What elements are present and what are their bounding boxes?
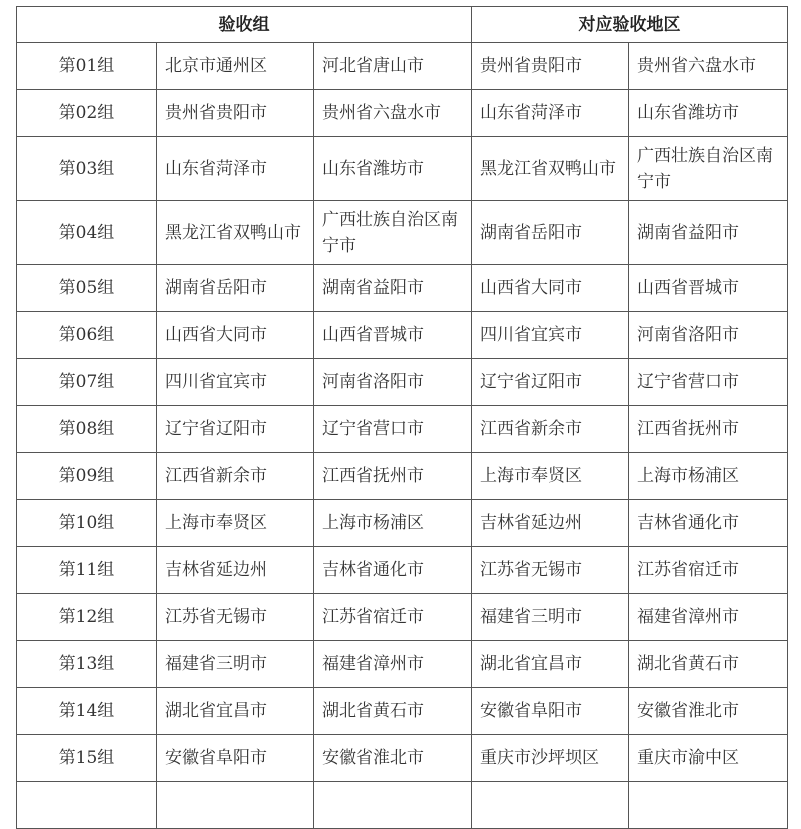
target-region-1: 福建省三明市 bbox=[472, 594, 629, 641]
target-region-1: 山西省大同市 bbox=[472, 265, 629, 312]
inspection-region-1: 湖北省宜昌市 bbox=[157, 688, 314, 735]
target-region-2: 安徽省淮北市 bbox=[629, 688, 788, 735]
table-row bbox=[17, 406, 788, 453]
inspection-region-1: 北京市通州区 bbox=[157, 43, 314, 90]
inspection-region-1: 山西省大同市 bbox=[157, 312, 314, 359]
inspection-region-2: 江西省抚州市 bbox=[314, 453, 472, 500]
target-region-2: 山东省潍坊市 bbox=[629, 90, 788, 137]
target-region-1: 湖北省宜昌市 bbox=[472, 641, 629, 688]
target-region-2: 贵州省六盘水市 bbox=[629, 43, 788, 90]
inspection-region-2: 上海市杨浦区 bbox=[314, 500, 472, 547]
inspection-region-1: 安徽省阜阳市 bbox=[157, 735, 314, 782]
group-number: 第04组 bbox=[17, 201, 157, 265]
target-region-2: 湖南省益阳市 bbox=[629, 201, 788, 265]
inspection-region-1: 山东省菏泽市 bbox=[157, 137, 314, 201]
group-number: 第06组 bbox=[17, 312, 157, 359]
table-body bbox=[17, 43, 788, 829]
inspection-region-2: 贵州省六盘水市 bbox=[314, 90, 472, 137]
inspection-region-2: 广西壮族自治区南宁市 bbox=[314, 201, 472, 265]
target-region-1: 上海市奉贤区 bbox=[472, 453, 629, 500]
target-region-1: 辽宁省辽阳市 bbox=[472, 359, 629, 406]
target-region-1: 安徽省阜阳市 bbox=[472, 688, 629, 735]
inspection-region-2: 河北省唐山市 bbox=[314, 43, 472, 90]
group-number: 第02组 bbox=[17, 90, 157, 137]
table-row bbox=[17, 500, 788, 547]
header-inspection-group: 验收组 bbox=[17, 7, 472, 43]
group-number: 第09组 bbox=[17, 453, 157, 500]
group-number: 第12组 bbox=[17, 594, 157, 641]
table-header bbox=[17, 7, 788, 43]
inspection-region-2: 湖南省益阳市 bbox=[314, 265, 472, 312]
table-row bbox=[17, 43, 788, 90]
inspection-region-1: 湖南省岳阳市 bbox=[157, 265, 314, 312]
group-number: 第08组 bbox=[17, 406, 157, 453]
inspection-region-1: 江苏省无锡市 bbox=[157, 594, 314, 641]
table-row bbox=[17, 453, 788, 500]
group-number: 第14组 bbox=[17, 688, 157, 735]
inspection-region-1: 江西省新余市 bbox=[157, 453, 314, 500]
empty-cell bbox=[17, 782, 157, 829]
group-number: 第03组 bbox=[17, 137, 157, 201]
group-number: 第15组 bbox=[17, 735, 157, 782]
target-region-2: 山西省晋城市 bbox=[629, 265, 788, 312]
target-region-2: 辽宁省营口市 bbox=[629, 359, 788, 406]
target-region-1: 江苏省无锡市 bbox=[472, 547, 629, 594]
target-region-2: 河南省洛阳市 bbox=[629, 312, 788, 359]
empty-cell bbox=[314, 782, 472, 829]
table-row bbox=[17, 90, 788, 137]
inspection-region-1: 四川省宜宾市 bbox=[157, 359, 314, 406]
target-region-1: 山东省菏泽市 bbox=[472, 90, 629, 137]
target-region-1: 贵州省贵阳市 bbox=[472, 43, 629, 90]
acceptance-table bbox=[16, 6, 788, 829]
inspection-region-2: 江苏省宿迁市 bbox=[314, 594, 472, 641]
table-row bbox=[17, 312, 788, 359]
inspection-region-2: 安徽省淮北市 bbox=[314, 735, 472, 782]
inspection-region-1: 辽宁省辽阳市 bbox=[157, 406, 314, 453]
inspection-region-1: 上海市奉贤区 bbox=[157, 500, 314, 547]
table-row bbox=[17, 735, 788, 782]
table-row bbox=[17, 547, 788, 594]
inspection-region-1: 吉林省延边州 bbox=[157, 547, 314, 594]
group-number: 第10组 bbox=[17, 500, 157, 547]
target-region-2: 上海市杨浦区 bbox=[629, 453, 788, 500]
table-row bbox=[17, 688, 788, 735]
target-region-1: 江西省新余市 bbox=[472, 406, 629, 453]
target-region-2: 广西壮族自治区南宁市 bbox=[629, 137, 788, 201]
target-region-2: 江苏省宿迁市 bbox=[629, 547, 788, 594]
group-number: 第13组 bbox=[17, 641, 157, 688]
target-region-2: 福建省漳州市 bbox=[629, 594, 788, 641]
table-row bbox=[17, 594, 788, 641]
inspection-region-2: 山东省潍坊市 bbox=[314, 137, 472, 201]
target-region-1: 黑龙江省双鸭山市 bbox=[472, 137, 629, 201]
target-region-1: 重庆市沙坪坝区 bbox=[472, 735, 629, 782]
target-region-1: 四川省宜宾市 bbox=[472, 312, 629, 359]
target-region-2: 吉林省通化市 bbox=[629, 500, 788, 547]
table-row bbox=[17, 201, 788, 265]
table-row bbox=[17, 359, 788, 406]
inspection-region-2: 福建省漳州市 bbox=[314, 641, 472, 688]
target-region-2: 江西省抚州市 bbox=[629, 406, 788, 453]
inspection-region-2: 吉林省通化市 bbox=[314, 547, 472, 594]
group-number: 第01组 bbox=[17, 43, 157, 90]
inspection-region-1: 福建省三明市 bbox=[157, 641, 314, 688]
inspection-region-2: 山西省晋城市 bbox=[314, 312, 472, 359]
target-region-2: 湖北省黄石市 bbox=[629, 641, 788, 688]
table-row bbox=[17, 265, 788, 312]
empty-cell bbox=[472, 782, 629, 829]
group-number: 第11组 bbox=[17, 547, 157, 594]
group-number: 第05组 bbox=[17, 265, 157, 312]
header-target-region: 对应验收地区 bbox=[472, 7, 788, 43]
empty-cell bbox=[629, 782, 788, 829]
table-row bbox=[17, 641, 788, 688]
table-row-partial bbox=[17, 782, 788, 829]
inspection-region-2: 辽宁省营口市 bbox=[314, 406, 472, 453]
inspection-region-2: 河南省洛阳市 bbox=[314, 359, 472, 406]
target-region-1: 湖南省岳阳市 bbox=[472, 201, 629, 265]
target-region-1: 吉林省延边州 bbox=[472, 500, 629, 547]
inspection-region-1: 黑龙江省双鸭山市 bbox=[157, 201, 314, 265]
empty-cell bbox=[157, 782, 314, 829]
table-row bbox=[17, 137, 788, 201]
group-number: 第07组 bbox=[17, 359, 157, 406]
inspection-region-2: 湖北省黄石市 bbox=[314, 688, 472, 735]
inspection-region-1: 贵州省贵阳市 bbox=[157, 90, 314, 137]
target-region-2: 重庆市渝中区 bbox=[629, 735, 788, 782]
